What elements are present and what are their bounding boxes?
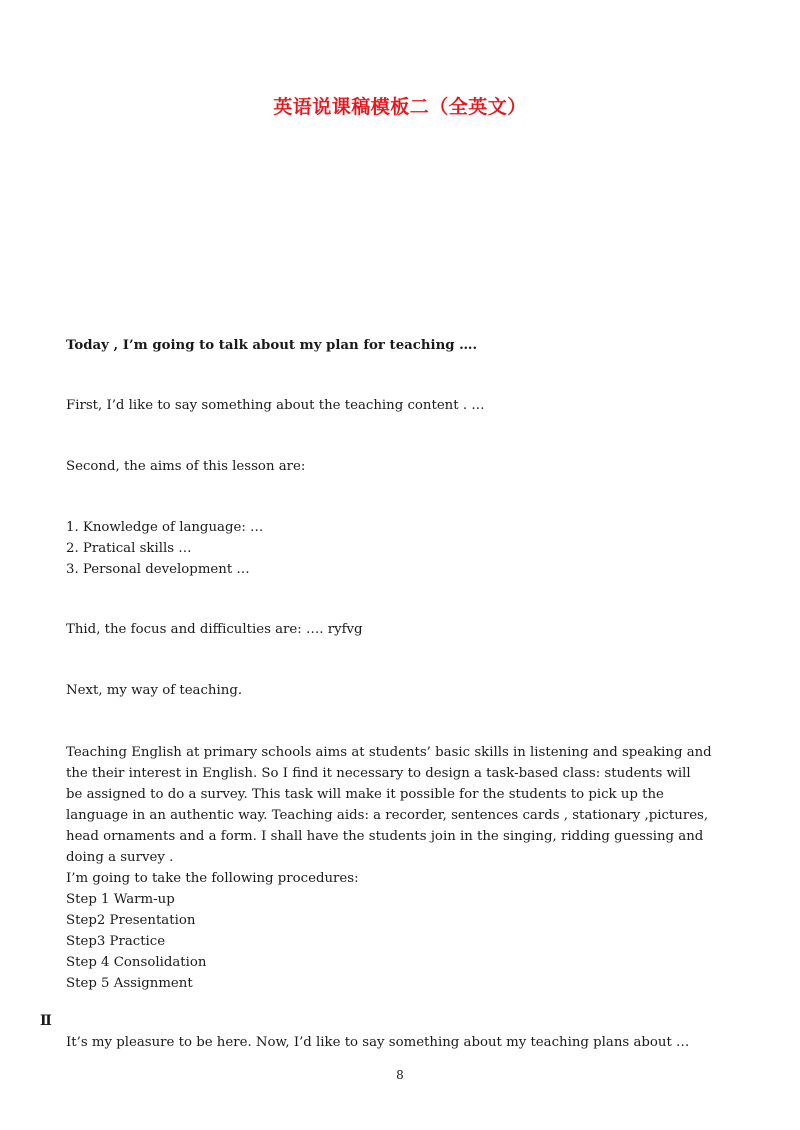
closing-line: It’s my pleasure to be here. Now, I’d like to say something about my teaching plans about …: [66, 1035, 690, 1050]
step-item: Step3 Practice: [66, 934, 166, 949]
step-item: Step 1 Warm-up: [66, 892, 175, 907]
paragraph-line: head ornaments and a form. I shall have the students join in the singing, ridding guessing and: [66, 829, 704, 844]
teaching-content-line: First, I’d like to say something about the teaching content . …: [66, 398, 485, 413]
paragraph-line: I’m going to take the following procedures:: [66, 871, 359, 886]
paragraph-line: the their interest in English. So I find it necessary to design a task-based class: students will: [66, 766, 691, 781]
paragraph-line: Teaching English at primary schools aims at students’ basic skills in listening and speaking and: [66, 745, 712, 760]
aim-item: 3. Personal development …: [66, 562, 250, 577]
teaching-paragraph: [66, 742, 756, 994]
paragraph-line: doing a survey .: [66, 850, 174, 865]
step-item: Step2 Presentation: [66, 913, 196, 928]
teaching-way-line: Next, my way of teaching.: [66, 683, 243, 698]
document-title: 英语说课稿模板二（全英文）: [273, 96, 527, 118]
paragraph-line: language in an authentic way. Teaching aids: a recorder, sentences cards , stationary ,pictures,: [66, 808, 709, 823]
section-marker: Ⅱ: [40, 1013, 52, 1029]
paragraph-line: be assigned to do a survey. This task will make it possible for the students to pick up the: [66, 787, 664, 802]
aim-item: 2. Pratical skills …: [66, 541, 192, 556]
aims-heading: Second, the aims of this lesson are:: [66, 459, 306, 474]
step-item: Step 5 Assignment: [66, 976, 193, 991]
focus-line: Thid, the focus and difficulties are: …. ryfvg: [66, 622, 363, 637]
step-item: Step 4 Consolidation: [66, 955, 207, 970]
aim-item: 1. Knowledge of language: …: [66, 520, 264, 535]
intro-line: Today , I’m going to talk about my plan for teaching ….: [66, 338, 478, 353]
page-number: 8: [396, 1068, 404, 1082]
